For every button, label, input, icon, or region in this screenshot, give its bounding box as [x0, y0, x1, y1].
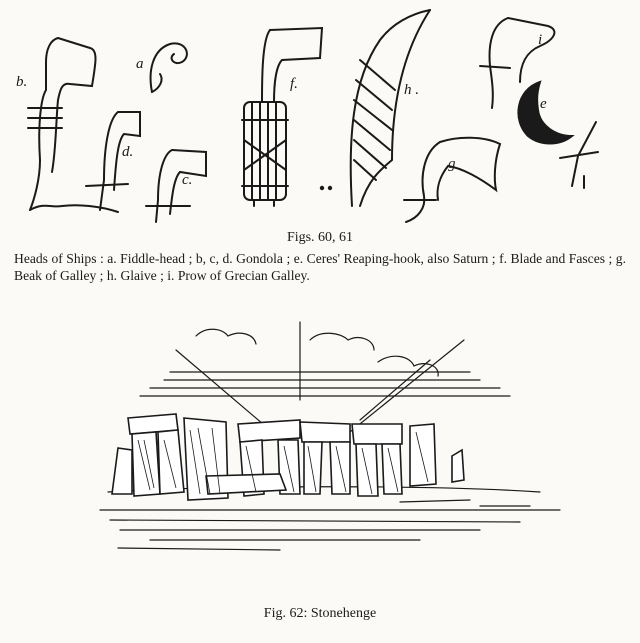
- figure-g: [404, 138, 500, 222]
- figs-60-61-caption-text: Heads of Ships : a. Fiddle-head ; b, c, d. Gondola ; e. Ceres' Reaping-hook, also Saturn ; f. Blade and Fasces ; g. Beak of Galley ; h. Glaive ; i. Prow of Grecian Galley.: [14, 251, 626, 283]
- label-i: i: [538, 32, 543, 48]
- figure-h: [351, 10, 430, 206]
- label-c: c.: [182, 172, 193, 188]
- figure-e: [518, 82, 598, 188]
- figure-a: [151, 43, 187, 92]
- fig-62-caption: Fig. 62: Stonehenge: [263, 606, 377, 621]
- figure-d: [86, 112, 140, 210]
- label-g: g: [448, 156, 456, 172]
- figure-i: [480, 18, 554, 108]
- ground: [100, 487, 560, 550]
- figs-60-61-caption-title: Figs. 60, 61: [286, 230, 354, 245]
- heads-of-ships-illustration: [0, 0, 640, 228]
- stonehenge-illustration: [0, 310, 640, 600]
- label-d: d.: [122, 144, 134, 160]
- figure-f: [242, 28, 322, 206]
- label-h: h .: [404, 82, 419, 98]
- label-a: a: [136, 56, 144, 72]
- label-e: e: [540, 96, 547, 112]
- label-b: b.: [16, 74, 28, 90]
- label-f: f.: [290, 76, 298, 92]
- figure-c: [146, 150, 206, 222]
